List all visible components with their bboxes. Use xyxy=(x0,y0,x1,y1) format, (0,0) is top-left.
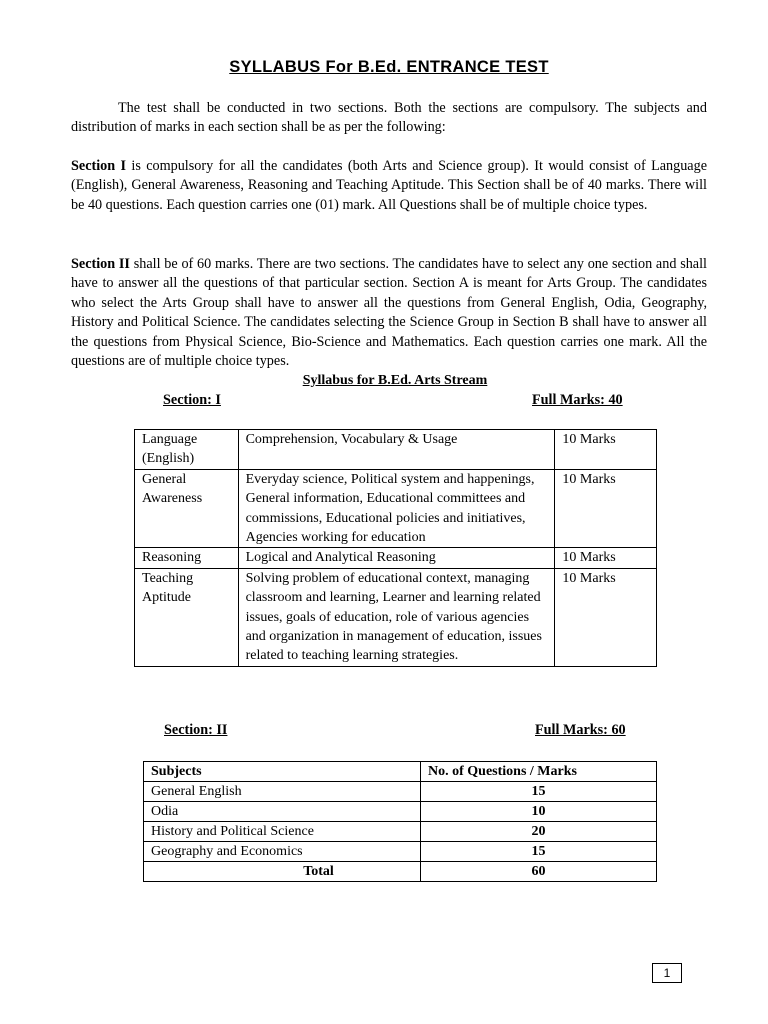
subject-cell: Language (English) xyxy=(135,430,239,470)
section2-paragraph xyxy=(71,255,707,371)
subject-cell: General English xyxy=(144,782,421,802)
section1-heading: Section: I xyxy=(163,392,221,408)
value-cell: 15 xyxy=(421,782,657,802)
table-header-row xyxy=(144,762,657,782)
section1-full-marks: Full Marks: 40 xyxy=(532,392,623,408)
value-cell: 10 xyxy=(421,802,657,822)
topics-cell: Logical and Analytical Reasoning xyxy=(238,548,555,568)
marks-cell: 10 Marks xyxy=(555,548,657,568)
topics-cell: Solving problem of educational context, managing classroom and learning, Learner and learning related issues, goals of education, role of various agencies and organization in management of education, issues related to teaching learning strategies. xyxy=(238,568,555,666)
marks-cell: 10 Marks xyxy=(555,430,657,470)
section1-text: is compulsory for all the candidates (both Arts and Science group). It would consist of Language (English), General Awareness, Reasoning and Teaching Aptitude. This Section shall be of 40 marks. There will be 40 questions. Each question carries one (01) mark. All Questions shall be of multiple choice types. xyxy=(71,158,707,213)
value-cell: 15 xyxy=(421,842,657,862)
table-row xyxy=(144,822,657,842)
topics-cell: Comprehension, Vocabulary & Usage xyxy=(238,430,555,470)
section1-label: Section I xyxy=(71,158,127,174)
section2-table xyxy=(143,761,657,882)
value-cell: 20 xyxy=(421,822,657,842)
intro-paragraph: The test shall be conducted in two sections. Both the sections are compulsory. The subjects and distribution of marks in each section shall be as per the following: xyxy=(71,100,707,136)
column-header-questions: No. of Questions / Marks xyxy=(421,762,657,782)
page-number: 1 xyxy=(652,963,682,983)
subject-cell: General Awareness xyxy=(135,469,239,548)
section2-text: shall be of 60 marks. There are two sections. The candidates have to select any one section and shall have to answer all the questions of that particular section. Section A is meant for Arts Group. The candidates who select the Arts Group shall have to answer all the questions from General English, Odia, Geography, History and Political Science. The candidates selecting the Science Group in Section B shall have to answer all the questions from Physical Science, Bio-Science and Mathematics. Each question carries one mark. All the questions are of multiple choice types. xyxy=(71,256,707,370)
table-row xyxy=(144,842,657,862)
section1-paragraph xyxy=(71,157,707,215)
table-row xyxy=(135,430,657,470)
total-value: 60 xyxy=(421,862,657,882)
table-row xyxy=(135,568,657,666)
subject-cell: Reasoning xyxy=(135,548,239,568)
marks-cell: 10 Marks xyxy=(555,469,657,548)
subject-cell: History and Political Science xyxy=(144,822,421,842)
subject-cell: Odia xyxy=(144,802,421,822)
topics-cell: Everyday science, Political system and happenings, General information, Educational committees and commissions, Educational policies and initiatives, Agencies working for education xyxy=(238,469,555,548)
subject-cell: Geography and Economics xyxy=(144,842,421,862)
section2-full-marks: Full Marks: 60 xyxy=(535,722,626,738)
total-label: Total xyxy=(144,862,421,882)
section1-table xyxy=(134,429,657,667)
document-title: SYLLABUS For B.Ed. ENTRANCE TEST xyxy=(229,58,549,76)
table-row xyxy=(144,802,657,822)
subject-cell: Teaching Aptitude xyxy=(135,568,239,666)
marks-cell: 10 Marks xyxy=(555,568,657,666)
table-row xyxy=(144,782,657,802)
arts-stream-heading: Syllabus for B.Ed. Arts Stream xyxy=(302,373,488,388)
table-row xyxy=(135,469,657,548)
section2-heading: Section: II xyxy=(164,722,228,738)
table-row xyxy=(135,548,657,568)
table-total-row xyxy=(144,862,657,882)
column-header-subjects: Subjects xyxy=(144,762,421,782)
section2-label: Section II xyxy=(71,256,130,272)
